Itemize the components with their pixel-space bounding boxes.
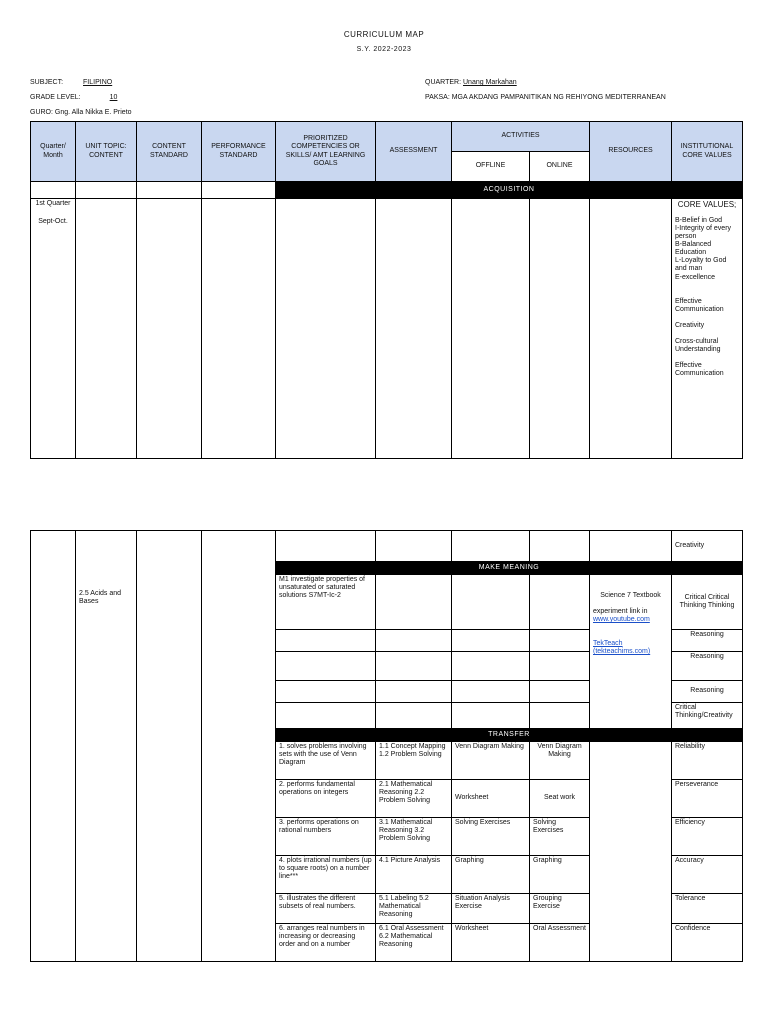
subject-line xyxy=(30,79,120,86)
value-critical-thinking-creativity: Critical Thinking/Creativity xyxy=(672,703,743,729)
empty-cell xyxy=(76,182,137,199)
core-values-heading: CORE VALUES; xyxy=(677,200,737,209)
empty-cell xyxy=(530,681,590,703)
transfer-value: Confidence xyxy=(672,924,743,962)
core-value-l: L-Loyalty to God and man xyxy=(675,257,727,273)
transfer-value: Tolerance xyxy=(672,894,743,924)
subject-label: SUBJECT: xyxy=(30,79,64,86)
months-label: Sept-Oct. xyxy=(38,218,68,226)
empty-cell xyxy=(376,199,452,459)
empty-cell xyxy=(530,630,590,652)
empty-cell xyxy=(137,531,202,962)
grade-value: 10 xyxy=(109,94,118,101)
transfer-online: Graphing xyxy=(530,856,590,894)
core-value-b: B-Belief in God xyxy=(675,217,723,225)
empty-cell xyxy=(452,703,530,729)
empty-cell xyxy=(202,531,276,962)
transfer-online: Grouping Exercise xyxy=(530,894,590,924)
empty-cell xyxy=(530,531,590,562)
document-title: CURRICULUM MAP xyxy=(343,30,425,39)
transfer-offline: Solving Exercises xyxy=(452,818,530,856)
empty-cell xyxy=(276,630,376,652)
empty-cell xyxy=(530,199,590,459)
transfer-online: Seat work xyxy=(530,780,590,818)
transfer-offline: Worksheet xyxy=(452,924,530,962)
resource-book: Science 7 Textbook xyxy=(600,592,661,599)
empty-cell xyxy=(137,199,202,459)
value-critical-thinking: Critical Critical Thinking Thinking xyxy=(672,575,743,630)
transfer-value: Accuracy xyxy=(672,856,743,894)
empty-cell xyxy=(376,630,452,652)
header-performance-standard: PERFORMANCE STANDARD xyxy=(202,122,276,182)
empty-cell xyxy=(376,575,452,630)
empty-cell xyxy=(276,531,376,562)
quarter-label: 1st Quarter xyxy=(35,200,71,207)
curriculum-table-page2 xyxy=(30,530,743,962)
header-assessment: ASSESSMENT xyxy=(376,122,452,182)
transfer-assessment: 3.1 Mathematical Reasoning 3.2 Problem Solving xyxy=(376,818,452,856)
empty-cell xyxy=(202,199,276,459)
topic-line: PAKSA: MGA AKDANG PAMPANITIKAN NG REHIYONG MEDITERRANEAN xyxy=(425,94,666,101)
header-offline: OFFLINE xyxy=(452,152,530,182)
quarter-label: QUARTER: xyxy=(425,79,462,86)
transfer-online: Solving Exercises xyxy=(530,818,590,856)
teacher-line: GURO: Gng. Alla Nikka E. Prieto xyxy=(30,109,132,116)
header-quarter-month: Quarter/ Month xyxy=(31,122,76,182)
header-unit-topic: UNIT TOPIC: CONTENT xyxy=(76,122,137,182)
value-effective-communication: Effective Communication xyxy=(675,297,724,313)
transfer-offline: Situation Analysis Exercise xyxy=(452,894,530,924)
unit-topic-text: 2.5 Acids and Bases xyxy=(79,590,122,606)
section-make-meaning: MAKE MEANING xyxy=(276,562,743,575)
empty-cell xyxy=(31,182,76,199)
transfer-assessment: 1.1 Concept Mapping 1.2 Problem Solving xyxy=(376,742,452,780)
empty-cell xyxy=(452,652,530,681)
resource-experiment: experiment link in xyxy=(593,608,648,616)
value-cross-cultural: Cross-cultural Understanding xyxy=(675,337,721,353)
transfer-value: Perseverance xyxy=(672,780,743,818)
value-reasoning-2: Reasoning xyxy=(672,652,743,681)
empty-cell xyxy=(31,531,76,962)
transfer-online: Venn Diagram Making xyxy=(530,742,590,780)
header-content-standard: CONTENT STANDARD xyxy=(137,122,202,182)
empty-cell xyxy=(452,575,530,630)
grade-line xyxy=(30,94,145,101)
curriculum-table-page1 xyxy=(30,121,743,459)
empty-cell xyxy=(276,703,376,729)
empty-cell xyxy=(202,182,276,199)
value-creativity-p2: Creativity xyxy=(672,531,743,562)
empty-cell xyxy=(276,681,376,703)
resources-cell xyxy=(590,575,672,729)
transfer-assessment: 4.1 Picture Analysis xyxy=(376,856,452,894)
empty-cell xyxy=(376,703,452,729)
transfer-assessment: 5.1 Labeling 5.2 Mathematical Reasoning xyxy=(376,894,452,924)
header-core-values: INSTITUTIONAL CORE VALUES xyxy=(672,122,743,182)
empty-cell xyxy=(452,531,530,562)
transfer-value: Reliability xyxy=(672,742,743,780)
transfer-competency: 6. arranges real numbers in increasing or decreasing order and on a number xyxy=(276,924,376,962)
empty-cell xyxy=(276,652,376,681)
transfer-online: Oral Assessment xyxy=(530,924,590,962)
transfer-competency: 2. performs fundamental operations on integers xyxy=(276,780,376,818)
header-activities: ACTIVITIES xyxy=(452,122,590,152)
empty-cell xyxy=(452,630,530,652)
empty-cell xyxy=(590,199,672,459)
transfer-competency: 4. plots irrational numbers (up to square roots) on a number line*** xyxy=(276,856,376,894)
empty-cell xyxy=(376,681,452,703)
empty-cell xyxy=(590,531,672,562)
empty-cell xyxy=(376,652,452,681)
transfer-assessment: 2.1 Mathematical Reasoning 2.2 Problem Solving xyxy=(376,780,452,818)
unit-topic-cell xyxy=(76,531,137,962)
subject-value: FILIPINO xyxy=(83,79,113,86)
core-value-e: E-excellence xyxy=(675,273,716,281)
school-year: S.Y. 2022-2023 xyxy=(356,46,412,53)
empty-cell xyxy=(76,199,137,459)
transfer-offline: Worksheet xyxy=(452,780,530,818)
empty-cell xyxy=(530,703,590,729)
core-values-cell xyxy=(672,199,743,459)
empty-cell xyxy=(137,182,202,199)
quarter-cell xyxy=(31,199,76,459)
transfer-competency: 1. solves problems involving sets with the use of Venn Diagram xyxy=(276,742,376,780)
transfer-offline: Graphing xyxy=(452,856,530,894)
transfer-competency: 3. performs operations on rational numbers xyxy=(276,818,376,856)
resource-link-tekteach[interactable]: TekTeach (tekteachims.com) xyxy=(593,640,651,656)
header-resources: RESOURCES xyxy=(590,122,672,182)
value-creativity: Creativity xyxy=(675,321,705,329)
core-value-i: I-Integrity of every person xyxy=(675,225,732,241)
resource-link-youtube[interactable]: www.youtube.com xyxy=(593,616,650,624)
value-effective-communication-2: Effective Communication xyxy=(675,361,724,377)
transfer-offline: Venn Diagram Making xyxy=(452,742,530,780)
transfer-assessment: 6.1 Oral Assessment 6.2 Mathematical Reasoning xyxy=(376,924,452,962)
transfer-value: Efficiency xyxy=(672,818,743,856)
empty-cell xyxy=(376,531,452,562)
mm-competency: M1 investigate properties of unsaturated or saturated solutions S7MT-Ic-2 xyxy=(276,575,376,630)
section-acquisition: ACQUISITION xyxy=(276,182,743,199)
quarter-value: Unang Markahan xyxy=(463,79,517,86)
transfer-competency: 5. illustrates the different subsets of real numbers. xyxy=(276,894,376,924)
value-reasoning-3: Reasoning xyxy=(672,681,743,703)
section-transfer: TRANSFER xyxy=(276,729,743,742)
empty-cell xyxy=(276,199,376,459)
grade-label: GRADE LEVEL: xyxy=(30,94,81,101)
empty-cell xyxy=(590,742,672,962)
empty-cell xyxy=(530,575,590,630)
header-prioritized-competencies: PRIORITIZED COMPETENCIES OR SKILLS/ AMT LEARNING GOALS xyxy=(276,122,376,182)
empty-cell xyxy=(452,199,530,459)
empty-cell xyxy=(530,652,590,681)
empty-cell xyxy=(452,681,530,703)
header-online: ONLINE xyxy=(530,152,590,182)
quarter-line xyxy=(425,79,517,86)
core-value-b2: B-Balanced Education xyxy=(675,241,712,257)
value-reasoning-1: Reasoning xyxy=(672,630,743,652)
